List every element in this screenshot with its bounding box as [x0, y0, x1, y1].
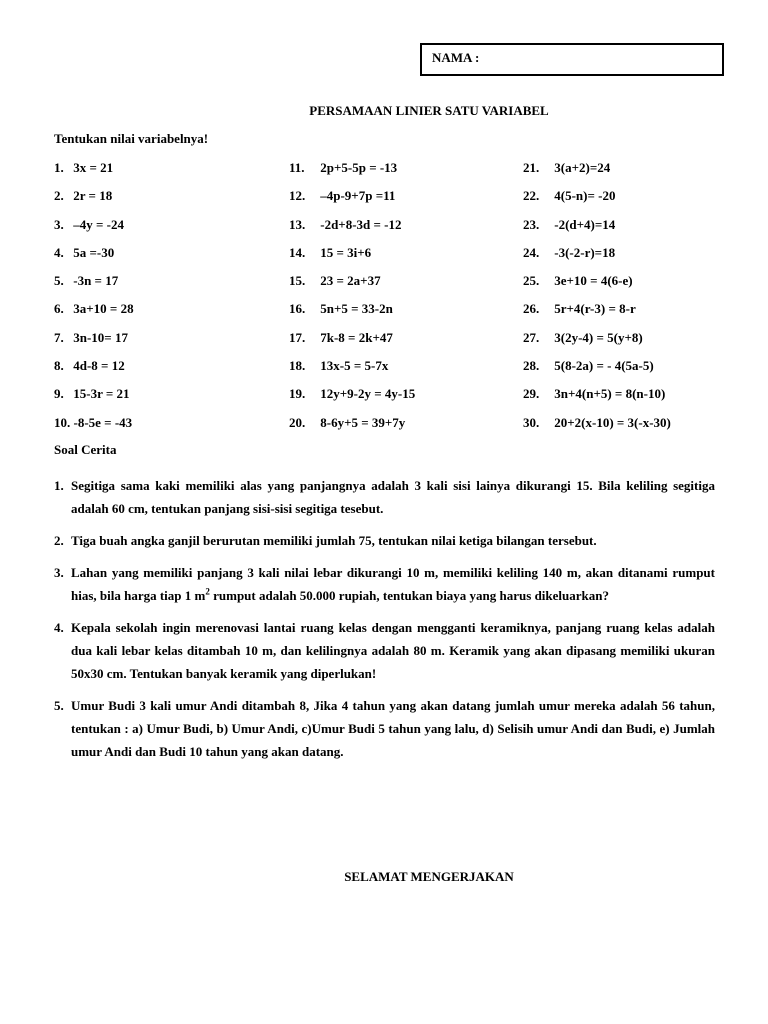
equation-text: 20+2(x-10) = 3(-x-30): [554, 414, 671, 430]
equation-item: [523, 216, 671, 244]
equation-item: [523, 414, 671, 442]
equation-item: [523, 159, 671, 187]
equation-text: 7k-8 = 2k+47: [320, 329, 393, 345]
equation-text: 3n+4(n+5) = 8(n-10): [554, 386, 666, 402]
equation-number: 21.: [523, 160, 540, 175]
story-problem: [54, 616, 715, 685]
equation-number: 10.: [54, 414, 71, 430]
equation-item: [289, 187, 415, 215]
equation-item: [54, 385, 134, 413]
equation-number: 2.: [54, 188, 64, 204]
story-problem: [54, 561, 715, 607]
equation-number: 13.: [289, 216, 306, 232]
equation-number: 24.: [523, 244, 540, 260]
equation-number: 19.: [289, 386, 306, 402]
equation-number: 25.: [523, 273, 540, 289]
equation-text: 23 = 2a+37: [320, 273, 381, 289]
equation-number: 4.: [54, 244, 64, 260]
equation-number: 26.: [523, 301, 540, 317]
equation-item: [523, 244, 671, 272]
equation-number: 16.: [289, 301, 306, 317]
story-problem: [54, 694, 715, 763]
equation-text: 15 = 3i+6: [320, 244, 372, 260]
equation-number: 11.: [289, 160, 305, 175]
equation-number: 20.: [289, 414, 306, 430]
instruction-text: Tentukan nilai variabelnya!: [54, 131, 209, 146]
equation-item: [523, 187, 671, 215]
equation-number: 1.: [54, 160, 64, 175]
equation-number: 29.: [523, 386, 540, 402]
equation-item: [289, 244, 415, 272]
story-number: 5.: [54, 698, 64, 713]
equation-column-2: [289, 159, 415, 442]
equation-text: 3e+10 = 4(6-e): [554, 273, 633, 289]
story-number: 4.: [54, 620, 64, 635]
equation-item: [54, 216, 134, 244]
equation-item: [54, 187, 134, 215]
equation-number: 22.: [523, 188, 540, 204]
equation-text: 2r = 18: [73, 188, 113, 204]
equation-item: [54, 300, 134, 328]
equation-item: [289, 414, 415, 442]
equation-text: 8-6y+5 = 39+7y: [320, 414, 406, 430]
equation-item: [54, 272, 134, 300]
equation-item: [523, 357, 671, 385]
equation-item: [289, 357, 415, 385]
equation-number: 14.: [289, 244, 306, 260]
equation-number: 9.: [54, 386, 64, 402]
story-text-part-1: Lahan yang memiliki panjang 3 kali nilai lebar dikurangi 10 m, memiliki keliling 140 m, akan ditanami rumput hias, bila harga tiap 1 m: [71, 565, 715, 603]
equation-number: 30.: [523, 414, 540, 430]
equation-text: 4(5-n)= -20: [554, 188, 616, 204]
story-number: 3.: [54, 565, 64, 580]
equation-number: 17.: [289, 329, 306, 345]
equation-text: 5n+5 = 33-2n: [320, 301, 393, 317]
name-field[interactable]: [420, 43, 724, 76]
story-number: 1.: [54, 478, 64, 493]
page-title: PERSAMAAN LINIER SATU VARIABEL: [309, 103, 549, 118]
equation-item: [54, 244, 134, 272]
equation-item: [289, 300, 415, 328]
story-text: Tiga buah angka ganjil berurutan memiliki jumlah 75, tentukan nilai ketiga bilangan tersebut.: [71, 533, 597, 548]
equation-text: 13x-5 = 5-7x: [320, 358, 389, 374]
equation-text: 4d-8 = 12: [73, 358, 125, 374]
story-problem: [54, 529, 715, 552]
equation-item: [289, 272, 415, 300]
story-text: Umur Budi 3 kali umur Andi ditambah 8, Jika 4 tahun yang akan datang jumlah umur mereka adalah 56 tahun, tentukan : a) Umur Budi, b) Umur Andi, c)Umur Budi 5 tahun yang lalu, d) Selisih umur Andi dan Budi, e) Jumlah umur Andi dan Budi 10 tahun yang akan datang.: [71, 698, 715, 759]
equation-item: [289, 385, 415, 413]
equation-text: -3n = 17: [73, 273, 119, 289]
equation-item: [289, 329, 415, 357]
story-superscript: 2: [205, 586, 210, 597]
equation-column-3: [523, 159, 671, 442]
equation-item: [523, 329, 671, 357]
equation-number: 6.: [54, 301, 64, 317]
equation-text: 3n-10= 17: [73, 329, 128, 345]
equation-number: 8.: [54, 358, 64, 374]
equation-item: [54, 357, 134, 385]
story-problem-list: [54, 474, 715, 772]
equation-item: [54, 159, 134, 187]
equation-item: [54, 414, 134, 442]
equation-text: 3(a+2)=24: [554, 160, 611, 175]
equation-number: 23.: [523, 216, 540, 232]
equation-text: –4p-9+7p =11: [320, 188, 396, 204]
equation-text: –4y = -24: [73, 216, 124, 232]
equation-item: [54, 329, 134, 357]
equation-text: 5r+4(r-3) = 8-r: [554, 301, 636, 317]
equation-column-1: [54, 159, 134, 442]
equation-number: 18.: [289, 358, 306, 374]
story-problem: [54, 474, 715, 520]
equation-item: [523, 272, 671, 300]
equation-text: 5(8-2a) = - 4(5a-5): [554, 358, 654, 374]
equation-item: [523, 385, 671, 413]
equation-number: 7.: [54, 329, 64, 345]
equation-text: -2(d+4)=14: [554, 216, 616, 232]
closing-message: SELAMAT MENGERJAKAN: [344, 869, 514, 884]
equation-item: [289, 159, 415, 187]
equation-text: 12y+9-2y = 4y-15: [320, 386, 416, 402]
story-text-part-2: rumput adalah 50.000 rupiah, tentukan biaya yang harus dikeluarkan?: [209, 588, 609, 603]
equation-item: [523, 300, 671, 328]
equation-item: [289, 216, 415, 244]
equation-text: -8-5e = -43: [73, 414, 133, 430]
equation-text: 3(2y-4) = 5(y+8): [554, 329, 643, 345]
equation-text: 5a =-30: [73, 244, 115, 260]
equation-number: 28.: [523, 358, 540, 374]
equation-text: -3(-2-r)=18: [554, 244, 616, 260]
story-text: Segitiga sama kaki memiliki alas yang panjangnya adalah 3 kali sisi lainya dikurangi 15. Bila keliling segitiga adalah 60 cm, tentukan panjang sisi-sisi segitiga tesebut.: [71, 478, 715, 516]
story-number: 2.: [54, 533, 64, 548]
equation-number: 5.: [54, 273, 64, 289]
equation-number: 12.: [289, 188, 306, 204]
equation-text: 3a+10 = 28: [73, 301, 134, 317]
equation-text: -2d+8-3d = -12: [320, 216, 402, 232]
story-section-heading: Soal Cerita: [54, 442, 117, 457]
equation-text: 2p+5-5p = -13: [320, 160, 398, 175]
equation-text: 15-3r = 21: [73, 386, 130, 402]
equation-number: 27.: [523, 329, 540, 345]
story-text: Kepala sekolah ingin merenovasi lantai ruang kelas dengan mengganti keramiknya, panjang ruang kelas adalah dua kali lebar kelas ditambah 10 m, dan kelilingnya adalah 80 m. Keramik yang akan dipasang memiliki ukuran 50x30 cm. Tentukan banyak keramik yang diperlukan!: [71, 620, 715, 681]
equation-text: 3x = 21: [73, 160, 114, 175]
equation-number: 3.: [54, 216, 64, 232]
name-label: NAMA :: [432, 50, 480, 65]
equation-number: 15.: [289, 273, 306, 289]
